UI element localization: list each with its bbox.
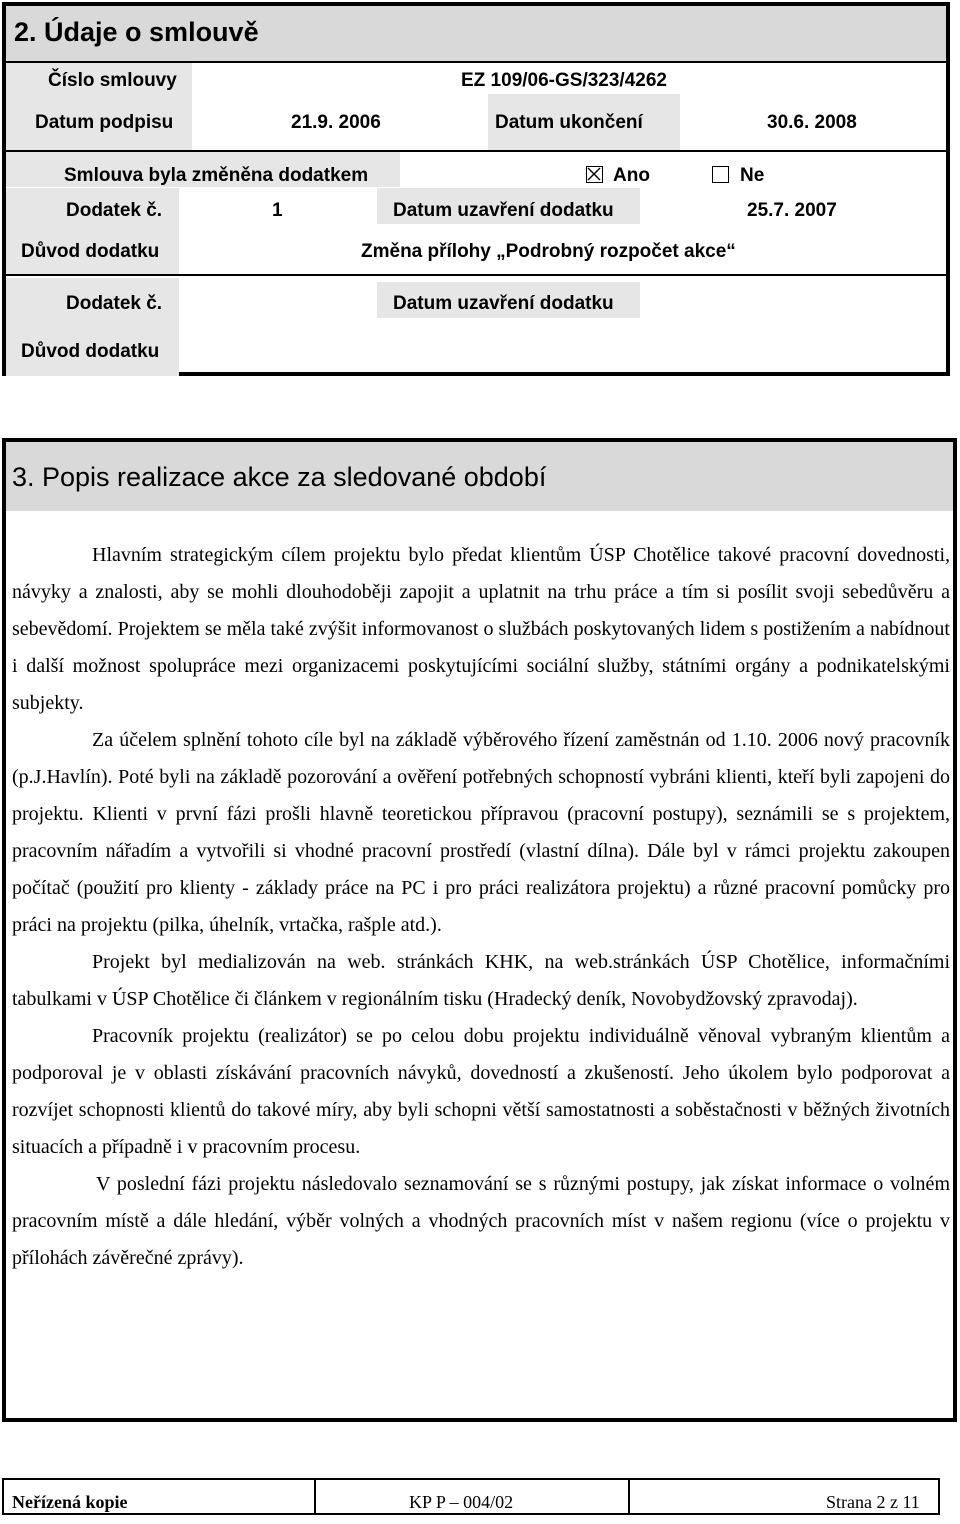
footer-document-code: KP P – 004/02 — [409, 1492, 514, 1512]
footer-divider — [314, 1480, 316, 1513]
implementation-description-section — [2, 438, 957, 1422]
signed-date-label: Datum podpisu — [35, 112, 174, 133]
amended-label: Smlouva byla změněna dodatkem — [64, 165, 369, 186]
no-checkbox[interactable] — [712, 166, 729, 183]
paragraph: Za účelem splnění tohoto cíle byl na základě výběrového řízení zaměstnán od 1.10. 2006 nový pracovník (p.J.Havlín). Poté byli na základě pozorování a ověření potřebných schopností vybráni klienti, kteří byli zapojeni do projektu. Klienti v první fázi prošli hlavně teoretickou přípravou (pracovní postupy), seznámili se s projektem, pracovním nářadím a vytvořili si vhodné pracovní prostředí (vlastní dílna). Dále byl v rámci projektu zakoupen počítač (použití pro klienty - základy práce na PC i pro práci realizátora projektu) a různé pracovní pomůcky pro práci na projektu (pilka, úhelník, vrtačka, rašple atd.). — [12, 729, 950, 936]
end-date-value: 30.6. 2008 — [767, 112, 857, 133]
contract-number-value: EZ 109/06-GS/323/4262 — [461, 70, 667, 91]
addendum1-date-label: Datum uzavření dodatku — [393, 200, 614, 221]
addendum2-reason-label: Důvod dodatku — [21, 341, 160, 362]
addendum2-date-label: Datum uzavření dodatku — [393, 293, 614, 314]
signed-date-value: 21.9. 2006 — [291, 112, 381, 133]
section-3-header — [6, 442, 953, 511]
section-3-body — [12, 537, 950, 1277]
addendum1-number: 1 — [272, 200, 283, 221]
contract-number-label: Číslo smlouvy — [48, 70, 177, 91]
yes-label: Ano — [613, 165, 650, 186]
paragraph: Hlavním strategickým cílem projektu bylo předat klientům ÚSP Chotělice takové pracovní dovednosti, návyky a znalosti, aby se mohli dlouhodoběji zapojit a uplatnit na trhu práce a tím si posílit svoji sebedůvěru a sebevědomí. Projektem se měla také zvýšit informovanost o službách poskytovaných lidem s postižením a nabídnout i další možnost spolupráce mezi organizacemi poskytujícími sociální služby, státními orgány a podnikatelskými subjekty. — [12, 544, 950, 714]
section-3-title: 3. Popis realizace akce za sledované období — [12, 462, 547, 492]
addendum1-reason-label: Důvod dodatku — [21, 241, 160, 262]
end-date-label: Datum ukončení — [495, 112, 643, 133]
checkmark-x-icon — [587, 167, 601, 181]
yes-checkbox[interactable] — [586, 166, 603, 183]
divider — [6, 274, 946, 276]
paragraph: Pracovník projektu (realizátor) se po celou dobu projektu individuálně věnoval vybraným klientům a podporoval je v oblasti získávání pracovních návyků, dovedností a zkušeností. Jeho úkolem bylo podporovat a rozvíjet schopnosti klientů do takové míry, aby byli schopni větší samostatnosti a soběstačnosti v běžných životních situacích a případně i v pracovním procesu. — [12, 1025, 950, 1158]
footer-page-number: Strana 2 z 11 — [826, 1492, 920, 1512]
addendum1-reason-value: Změna přílohy „Podrobný rozpočet akce“ — [361, 241, 736, 262]
paragraph: V poslední fázi projektu následovalo seznamování se s různými postupy, jak získat informace o volném pracovním místě a dále hledání, výběr volných a vhodných pracovních míst v našem regionu (více o projektu v přílohách závěrečné zprávy). — [12, 1173, 950, 1269]
page-footer — [2, 1478, 940, 1515]
no-label: Ne — [740, 165, 765, 186]
addendum1-date-value: 25.7. 2007 — [747, 200, 837, 221]
addendum1-label: Dodatek č. — [66, 200, 163, 221]
section-2-header — [6, 6, 946, 63]
footer-copy-status: Neřízená kopie — [12, 1492, 128, 1512]
paragraph: Projekt byl medializován na web. stránkách KHK, na web.stránkách ÚSP Chotělice, informačními tabulkami v ÚSP Chotělice či článkem v regionálním tisku (Hradecký deník, Novobydžovský zpravodaj). — [12, 951, 950, 1010]
addendum2-label: Dodatek č. — [66, 293, 163, 314]
section-2-title: 2. Údaje o smlouvě — [14, 17, 259, 47]
footer-divider — [628, 1480, 630, 1513]
divider — [6, 150, 946, 152]
contract-details-section — [2, 2, 950, 376]
